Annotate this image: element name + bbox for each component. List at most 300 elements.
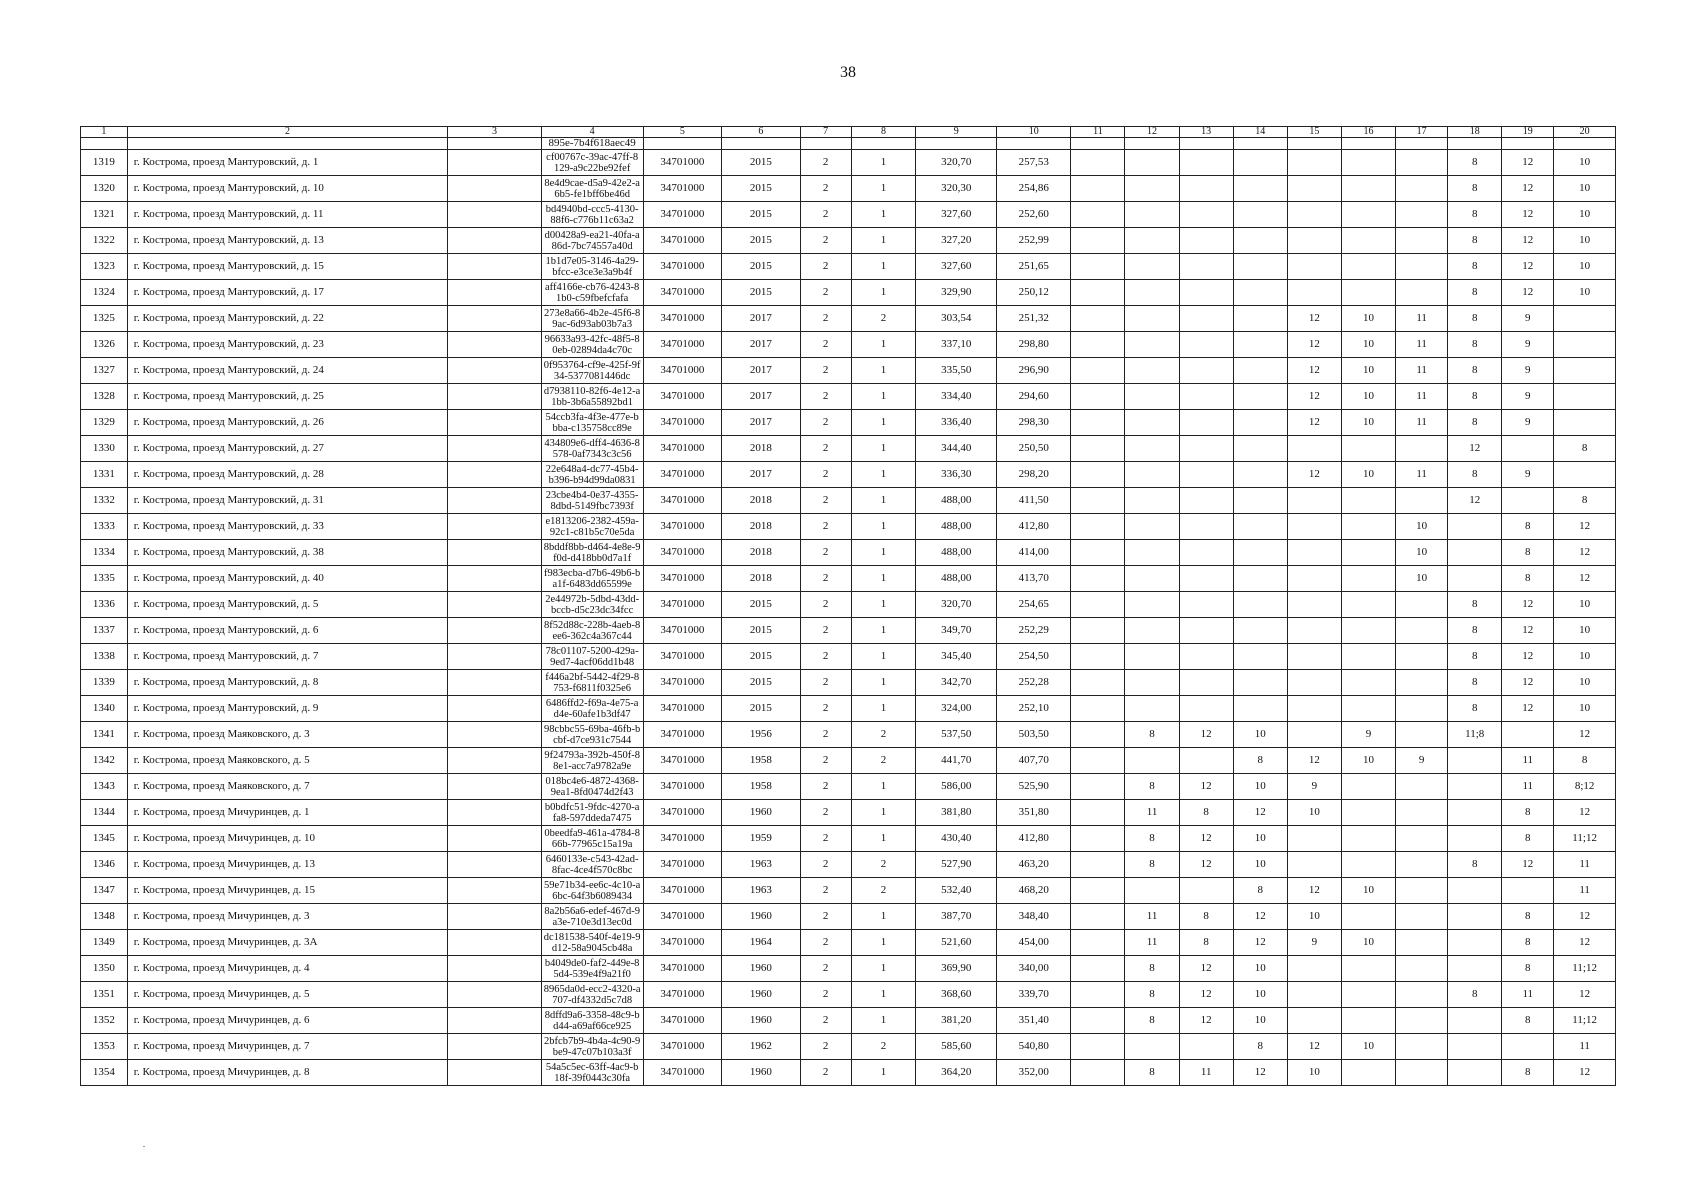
column-number-cell: 5 [643, 127, 722, 138]
oktmo-cell: 34701000 [643, 800, 722, 826]
row-number-cell: 1321 [81, 202, 128, 228]
empty-cell [81, 138, 128, 150]
column-number-cell: 10 [997, 127, 1071, 138]
empty-cell [1554, 138, 1616, 150]
empty-cell [127, 138, 448, 150]
table-cell [1448, 800, 1502, 826]
table-cell [1554, 332, 1616, 358]
table-cell [1071, 306, 1125, 332]
table-cell: 11 [1396, 384, 1448, 410]
table-cell: 8 [1233, 878, 1287, 904]
table-cell [1396, 696, 1448, 722]
uid-cell: 98cbbc55-69ba-46fb-bcbf-d7ce931c7544 [541, 722, 643, 748]
table-row [81, 644, 1616, 670]
year-cell: 1964 [722, 930, 801, 956]
table-cell [1396, 280, 1448, 306]
table-cell: 12 [1287, 384, 1341, 410]
uid-cell: 9f24793a-392b-450f-88e1-acc7a9782a9e [541, 748, 643, 774]
table-cell: 1 [851, 540, 916, 566]
empty-cell [448, 138, 541, 150]
table-cell [1448, 566, 1502, 592]
table-cell: 10 [1554, 696, 1616, 722]
uid-cell: aff4166e-cb76-4243-81b0-c59fbefcfafa [541, 280, 643, 306]
table-cell: 1 [851, 696, 916, 722]
table-cell [1341, 696, 1395, 722]
address-cell: г. Кострома, проезд Мантуровский, д. 40 [127, 566, 448, 592]
table-cell [1396, 202, 1448, 228]
table-cell [448, 1034, 541, 1060]
table-row [81, 904, 1616, 930]
uid-cell: b4049de0-faf2-449e-85d4-539e4f9a21f0 [541, 956, 643, 982]
table-cell [1071, 514, 1125, 540]
table-cell [1233, 488, 1287, 514]
oktmo-cell: 34701000 [643, 228, 722, 254]
continuation-row [81, 138, 1616, 150]
table-cell [1179, 410, 1233, 436]
oktmo-cell: 34701000 [643, 566, 722, 592]
table-cell: 12 [1448, 488, 1502, 514]
table-cell: 8 [1502, 566, 1554, 592]
table-cell: 11 [1502, 774, 1554, 800]
table-cell [1179, 644, 1233, 670]
table-cell [1396, 254, 1448, 280]
table-cell: 1 [851, 618, 916, 644]
table-cell [1341, 254, 1395, 280]
table-cell [1396, 956, 1448, 982]
table-cell: 9 [1396, 748, 1448, 774]
row-number-cell: 1347 [81, 878, 128, 904]
table-cell: 10 [1341, 1034, 1395, 1060]
table-cell: 12 [1287, 1034, 1341, 1060]
year-cell: 2015 [722, 644, 801, 670]
table-cell [1233, 592, 1287, 618]
table-cell: 1 [851, 150, 916, 176]
table-cell [448, 722, 541, 748]
table-cell [1396, 1060, 1448, 1086]
table-cell [1125, 228, 1179, 254]
uid-cell: 23cbe4b4-0e37-4355-8dbd-5149fbc7393f [541, 488, 643, 514]
year-cell: 2015 [722, 280, 801, 306]
table-row [81, 358, 1616, 384]
table-cell [1233, 696, 1287, 722]
table-cell [1179, 254, 1233, 280]
address-cell: г. Кострома, проезд Мантуровский, д. 6 [127, 618, 448, 644]
table-cell [1071, 202, 1125, 228]
table-cell: 10 [1233, 722, 1287, 748]
table-cell [1071, 1060, 1125, 1086]
table-cell: 11 [1554, 852, 1616, 878]
table-cell [1341, 280, 1395, 306]
table-cell [1341, 592, 1395, 618]
table-cell [1179, 306, 1233, 332]
column-number-cell: 20 [1554, 127, 1616, 138]
table-cell [1179, 566, 1233, 592]
living-area-cell: 413,70 [997, 566, 1071, 592]
living-area-cell: 351,80 [997, 800, 1071, 826]
table-cell: 1 [851, 670, 916, 696]
row-number-cell: 1323 [81, 254, 128, 280]
table-cell [1125, 644, 1179, 670]
total-area-cell: 586,00 [916, 774, 997, 800]
oktmo-cell: 34701000 [643, 358, 722, 384]
table-cell: 12 [1554, 514, 1616, 540]
table-cell: 2 [800, 878, 851, 904]
uid-cell: 6486ffd2-f69a-4e75-ad4e-60afe1b3df47 [541, 696, 643, 722]
table-cell: 11 [1396, 410, 1448, 436]
table-cell: 12 [1287, 878, 1341, 904]
table-cell: 2 [800, 436, 851, 462]
uid-cell: 273e8a66-4b2e-45f6-89ac-6d93ab03b7a3 [541, 306, 643, 332]
table-cell: 8 [1448, 150, 1502, 176]
uid-cell: 59e71b34-ee6c-4c10-a6bc-64f3b6089434 [541, 878, 643, 904]
row-number-cell: 1331 [81, 462, 128, 488]
table-cell [1125, 436, 1179, 462]
table-cell: 10 [1233, 852, 1287, 878]
address-cell: г. Кострома, проезд Мантуровский, д. 9 [127, 696, 448, 722]
table-cell: 11 [1502, 748, 1554, 774]
table-cell: 1 [851, 202, 916, 228]
table-cell [448, 696, 541, 722]
living-area-cell: 348,40 [997, 904, 1071, 930]
table-cell [1341, 1060, 1395, 1086]
table-cell [1125, 540, 1179, 566]
table-cell: 1 [851, 592, 916, 618]
table-cell: 11 [1125, 930, 1179, 956]
table-cell: 10 [1341, 748, 1395, 774]
living-area-cell: 298,30 [997, 410, 1071, 436]
living-area-cell: 339,70 [997, 982, 1071, 1008]
table-cell: 1 [851, 1060, 916, 1086]
table-cell: 2 [800, 1008, 851, 1034]
table-cell [1071, 852, 1125, 878]
total-area-cell: 537,50 [916, 722, 997, 748]
row-number-cell: 1345 [81, 826, 128, 852]
table-cell [1071, 644, 1125, 670]
table-cell: 12 [1179, 956, 1233, 982]
table-cell [1448, 956, 1502, 982]
table-row [81, 1060, 1616, 1086]
year-cell: 1963 [722, 878, 801, 904]
total-area-cell: 320,70 [916, 592, 997, 618]
table-cell [1341, 670, 1395, 696]
address-cell: г. Кострома, проезд Мичуринцев, д. 1 [127, 800, 448, 826]
table-cell: 8 [1233, 1034, 1287, 1060]
oktmo-cell: 34701000 [643, 202, 722, 228]
address-cell: г. Кострома, проезд Мантуровский, д. 1 [127, 150, 448, 176]
year-cell: 1960 [722, 956, 801, 982]
address-cell: г. Кострома, проезд Мантуровский, д. 25 [127, 384, 448, 410]
row-number-cell: 1320 [81, 176, 128, 202]
table-cell: 1 [851, 436, 916, 462]
table-cell [1287, 228, 1341, 254]
table-cell [1071, 670, 1125, 696]
table-cell [1179, 1034, 1233, 1060]
uid-cell: 22e648a4-dc77-45b4-b396-b94d99da0831 [541, 462, 643, 488]
table-cell: 8 [1179, 800, 1233, 826]
table-cell [1125, 566, 1179, 592]
table-cell: 10 [1233, 826, 1287, 852]
address-cell: г. Кострома, проезд Мантуровский, д. 26 [127, 410, 448, 436]
table-cell [1233, 566, 1287, 592]
address-cell: г. Кострома, проезд Мантуровский, д. 15 [127, 254, 448, 280]
column-number-cell: 7 [800, 127, 851, 138]
table-cell [1396, 826, 1448, 852]
table-cell: 12 [1554, 540, 1616, 566]
empty-cell [643, 138, 722, 150]
table-cell: 12 [1179, 1008, 1233, 1034]
oktmo-cell: 34701000 [643, 852, 722, 878]
address-cell: г. Кострома, проезд Мантуровский, д. 28 [127, 462, 448, 488]
table-cell: 10 [1554, 644, 1616, 670]
table-cell [448, 514, 541, 540]
address-cell: г. Кострома, проезд Маяковского, д. 7 [127, 774, 448, 800]
year-cell: 2015 [722, 176, 801, 202]
table-cell: 9 [1502, 306, 1554, 332]
table-cell [1396, 644, 1448, 670]
column-number-cell: 17 [1396, 127, 1448, 138]
table-cell [1448, 514, 1502, 540]
total-area-cell: 327,60 [916, 202, 997, 228]
table-cell [1287, 488, 1341, 514]
table-cell: 12 [1554, 930, 1616, 956]
row-number-cell: 1346 [81, 852, 128, 878]
total-area-cell: 327,60 [916, 254, 997, 280]
table-cell: 2 [851, 1034, 916, 1060]
address-cell: г. Кострома, проезд Мантуровский, д. 24 [127, 358, 448, 384]
table-cell [1448, 878, 1502, 904]
table-cell [1125, 1034, 1179, 1060]
total-area-cell: 337,10 [916, 332, 997, 358]
table-cell: 2 [800, 1060, 851, 1086]
table-cell: 2 [851, 722, 916, 748]
table-cell: 10 [1233, 774, 1287, 800]
empty-cell [1233, 138, 1287, 150]
table-cell [1071, 436, 1125, 462]
table-cell [1125, 670, 1179, 696]
table-cell: 8 [1448, 228, 1502, 254]
table-row [81, 852, 1616, 878]
table-row [81, 150, 1616, 176]
table-cell: 9 [1287, 774, 1341, 800]
continuation-uid-cell: 895e-7b4f618aec49 [541, 138, 643, 150]
uid-cell: 0f953764-cf9e-425f-9f34-5377081446dc [541, 358, 643, 384]
table-cell [1341, 904, 1395, 930]
table-row [81, 930, 1616, 956]
row-number-cell: 1319 [81, 150, 128, 176]
total-area-cell: 334,40 [916, 384, 997, 410]
table-cell [1502, 436, 1554, 462]
table-row [81, 436, 1616, 462]
table-cell: 10 [1341, 878, 1395, 904]
table-cell: 10 [1287, 800, 1341, 826]
table-cell [1125, 176, 1179, 202]
table-cell [448, 644, 541, 670]
table-cell [1448, 540, 1502, 566]
table-cell [448, 592, 541, 618]
row-number-cell: 1353 [81, 1034, 128, 1060]
table-cell [1287, 852, 1341, 878]
table-cell: 12 [1287, 332, 1341, 358]
table-cell: 12 [1554, 904, 1616, 930]
oktmo-cell: 34701000 [643, 930, 722, 956]
table-cell [1179, 176, 1233, 202]
column-number-row [81, 127, 1616, 138]
table-cell: 2 [851, 878, 916, 904]
table-cell: 12 [1554, 800, 1616, 826]
year-cell: 2015 [722, 202, 801, 228]
living-area-cell: 414,00 [997, 540, 1071, 566]
table-cell [1448, 1008, 1502, 1034]
table-cell [1233, 514, 1287, 540]
table-cell [1396, 670, 1448, 696]
table-cell: 10 [1233, 982, 1287, 1008]
table-cell: 9 [1502, 332, 1554, 358]
living-area-cell: 252,10 [997, 696, 1071, 722]
table-cell [1287, 670, 1341, 696]
table-cell [448, 930, 541, 956]
table-cell [1341, 618, 1395, 644]
column-number-cell: 13 [1179, 127, 1233, 138]
year-cell: 1958 [722, 748, 801, 774]
table-cell [1341, 852, 1395, 878]
oktmo-cell: 34701000 [643, 1034, 722, 1060]
table-cell [1071, 280, 1125, 306]
oktmo-cell: 34701000 [643, 436, 722, 462]
table-cell [1341, 800, 1395, 826]
table-cell [1287, 826, 1341, 852]
table-cell: 1 [851, 488, 916, 514]
table-cell: 8 [1502, 826, 1554, 852]
table-cell: 8;12 [1554, 774, 1616, 800]
table-cell [1341, 436, 1395, 462]
table-cell: 12 [1179, 982, 1233, 1008]
table-cell: 8 [1125, 1060, 1179, 1086]
table-row [81, 384, 1616, 410]
table-cell: 8 [1125, 1008, 1179, 1034]
scan-speck [143, 1146, 145, 1147]
row-number-cell: 1325 [81, 306, 128, 332]
year-cell: 1958 [722, 774, 801, 800]
table-cell: 2 [800, 150, 851, 176]
table-cell: 2 [800, 566, 851, 592]
table-cell [1179, 280, 1233, 306]
table-cell [1179, 436, 1233, 462]
table-cell: 10 [1341, 332, 1395, 358]
table-cell [1287, 280, 1341, 306]
empty-cell [1179, 138, 1233, 150]
address-cell: г. Кострома, проезд Мичуринцев, д. 10 [127, 826, 448, 852]
table-cell: 8 [1502, 904, 1554, 930]
year-cell: 2017 [722, 332, 801, 358]
table-cell [1396, 904, 1448, 930]
table-cell: 10 [1341, 930, 1395, 956]
table-cell: 2 [800, 904, 851, 930]
table-cell [1233, 202, 1287, 228]
table-cell [1341, 982, 1395, 1008]
table-cell: 2 [800, 774, 851, 800]
table-cell [448, 540, 541, 566]
table-cell [1179, 150, 1233, 176]
uid-cell: 54a5c5ec-63ff-4ac9-b18f-39f0443c30fa [541, 1060, 643, 1086]
table-cell: 1 [851, 358, 916, 384]
total-area-cell: 336,30 [916, 462, 997, 488]
oktmo-cell: 34701000 [643, 176, 722, 202]
total-area-cell: 344,40 [916, 436, 997, 462]
living-area-cell: 352,00 [997, 1060, 1071, 1086]
table-cell: 2 [800, 592, 851, 618]
living-area-cell: 298,20 [997, 462, 1071, 488]
table-cell [448, 150, 541, 176]
table-cell: 10 [1341, 306, 1395, 332]
address-cell: г. Кострома, проезд Мантуровский, д. 33 [127, 514, 448, 540]
oktmo-cell: 34701000 [643, 514, 722, 540]
oktmo-cell: 34701000 [643, 280, 722, 306]
year-cell: 2017 [722, 410, 801, 436]
table-cell: 2 [800, 696, 851, 722]
table-cell [1287, 254, 1341, 280]
table-cell [1071, 176, 1125, 202]
table-cell: 12 [1502, 202, 1554, 228]
table-cell [1179, 332, 1233, 358]
table-cell [1179, 358, 1233, 384]
oktmo-cell: 34701000 [643, 540, 722, 566]
table-cell [448, 1060, 541, 1086]
year-cell: 2017 [722, 462, 801, 488]
table-cell [448, 306, 541, 332]
register-sheet [80, 126, 1616, 1086]
table-cell [1341, 228, 1395, 254]
table-cell [1179, 670, 1233, 696]
table-cell: 8 [1448, 332, 1502, 358]
living-area-cell: 294,60 [997, 384, 1071, 410]
table-cell [1341, 644, 1395, 670]
table-cell [448, 280, 541, 306]
table-cell [448, 618, 541, 644]
uid-cell: 8f52d88c-228b-4aeb-8ee6-362c4a367c44 [541, 618, 643, 644]
table-cell [1071, 462, 1125, 488]
table-cell: 1 [851, 254, 916, 280]
uid-cell: 434809e6-dff4-4636-8578-0af7343c3c56 [541, 436, 643, 462]
table-cell [1287, 1008, 1341, 1034]
table-cell [1125, 358, 1179, 384]
address-cell: г. Кострома, проезд Мантуровский, д. 11 [127, 202, 448, 228]
table-cell [1287, 696, 1341, 722]
table-cell [1554, 358, 1616, 384]
table-cell [448, 202, 541, 228]
table-cell: 2 [800, 254, 851, 280]
table-cell: 12 [1233, 800, 1287, 826]
table-cell [1341, 774, 1395, 800]
table-cell: 1 [851, 410, 916, 436]
row-number-cell: 1337 [81, 618, 128, 644]
table-cell: 10 [1341, 358, 1395, 384]
row-number-cell: 1341 [81, 722, 128, 748]
oktmo-cell: 34701000 [643, 904, 722, 930]
table-cell [1125, 254, 1179, 280]
year-cell: 2017 [722, 358, 801, 384]
table-cell: 1 [851, 904, 916, 930]
table-cell [448, 904, 541, 930]
row-number-cell: 1327 [81, 358, 128, 384]
table-cell [1554, 306, 1616, 332]
table-cell [1341, 1008, 1395, 1034]
oktmo-cell: 34701000 [643, 748, 722, 774]
table-cell: 11;12 [1554, 826, 1616, 852]
year-cell: 2018 [722, 436, 801, 462]
table-cell: 2 [800, 618, 851, 644]
table-cell: 8 [1502, 800, 1554, 826]
table-cell: 12 [1179, 826, 1233, 852]
